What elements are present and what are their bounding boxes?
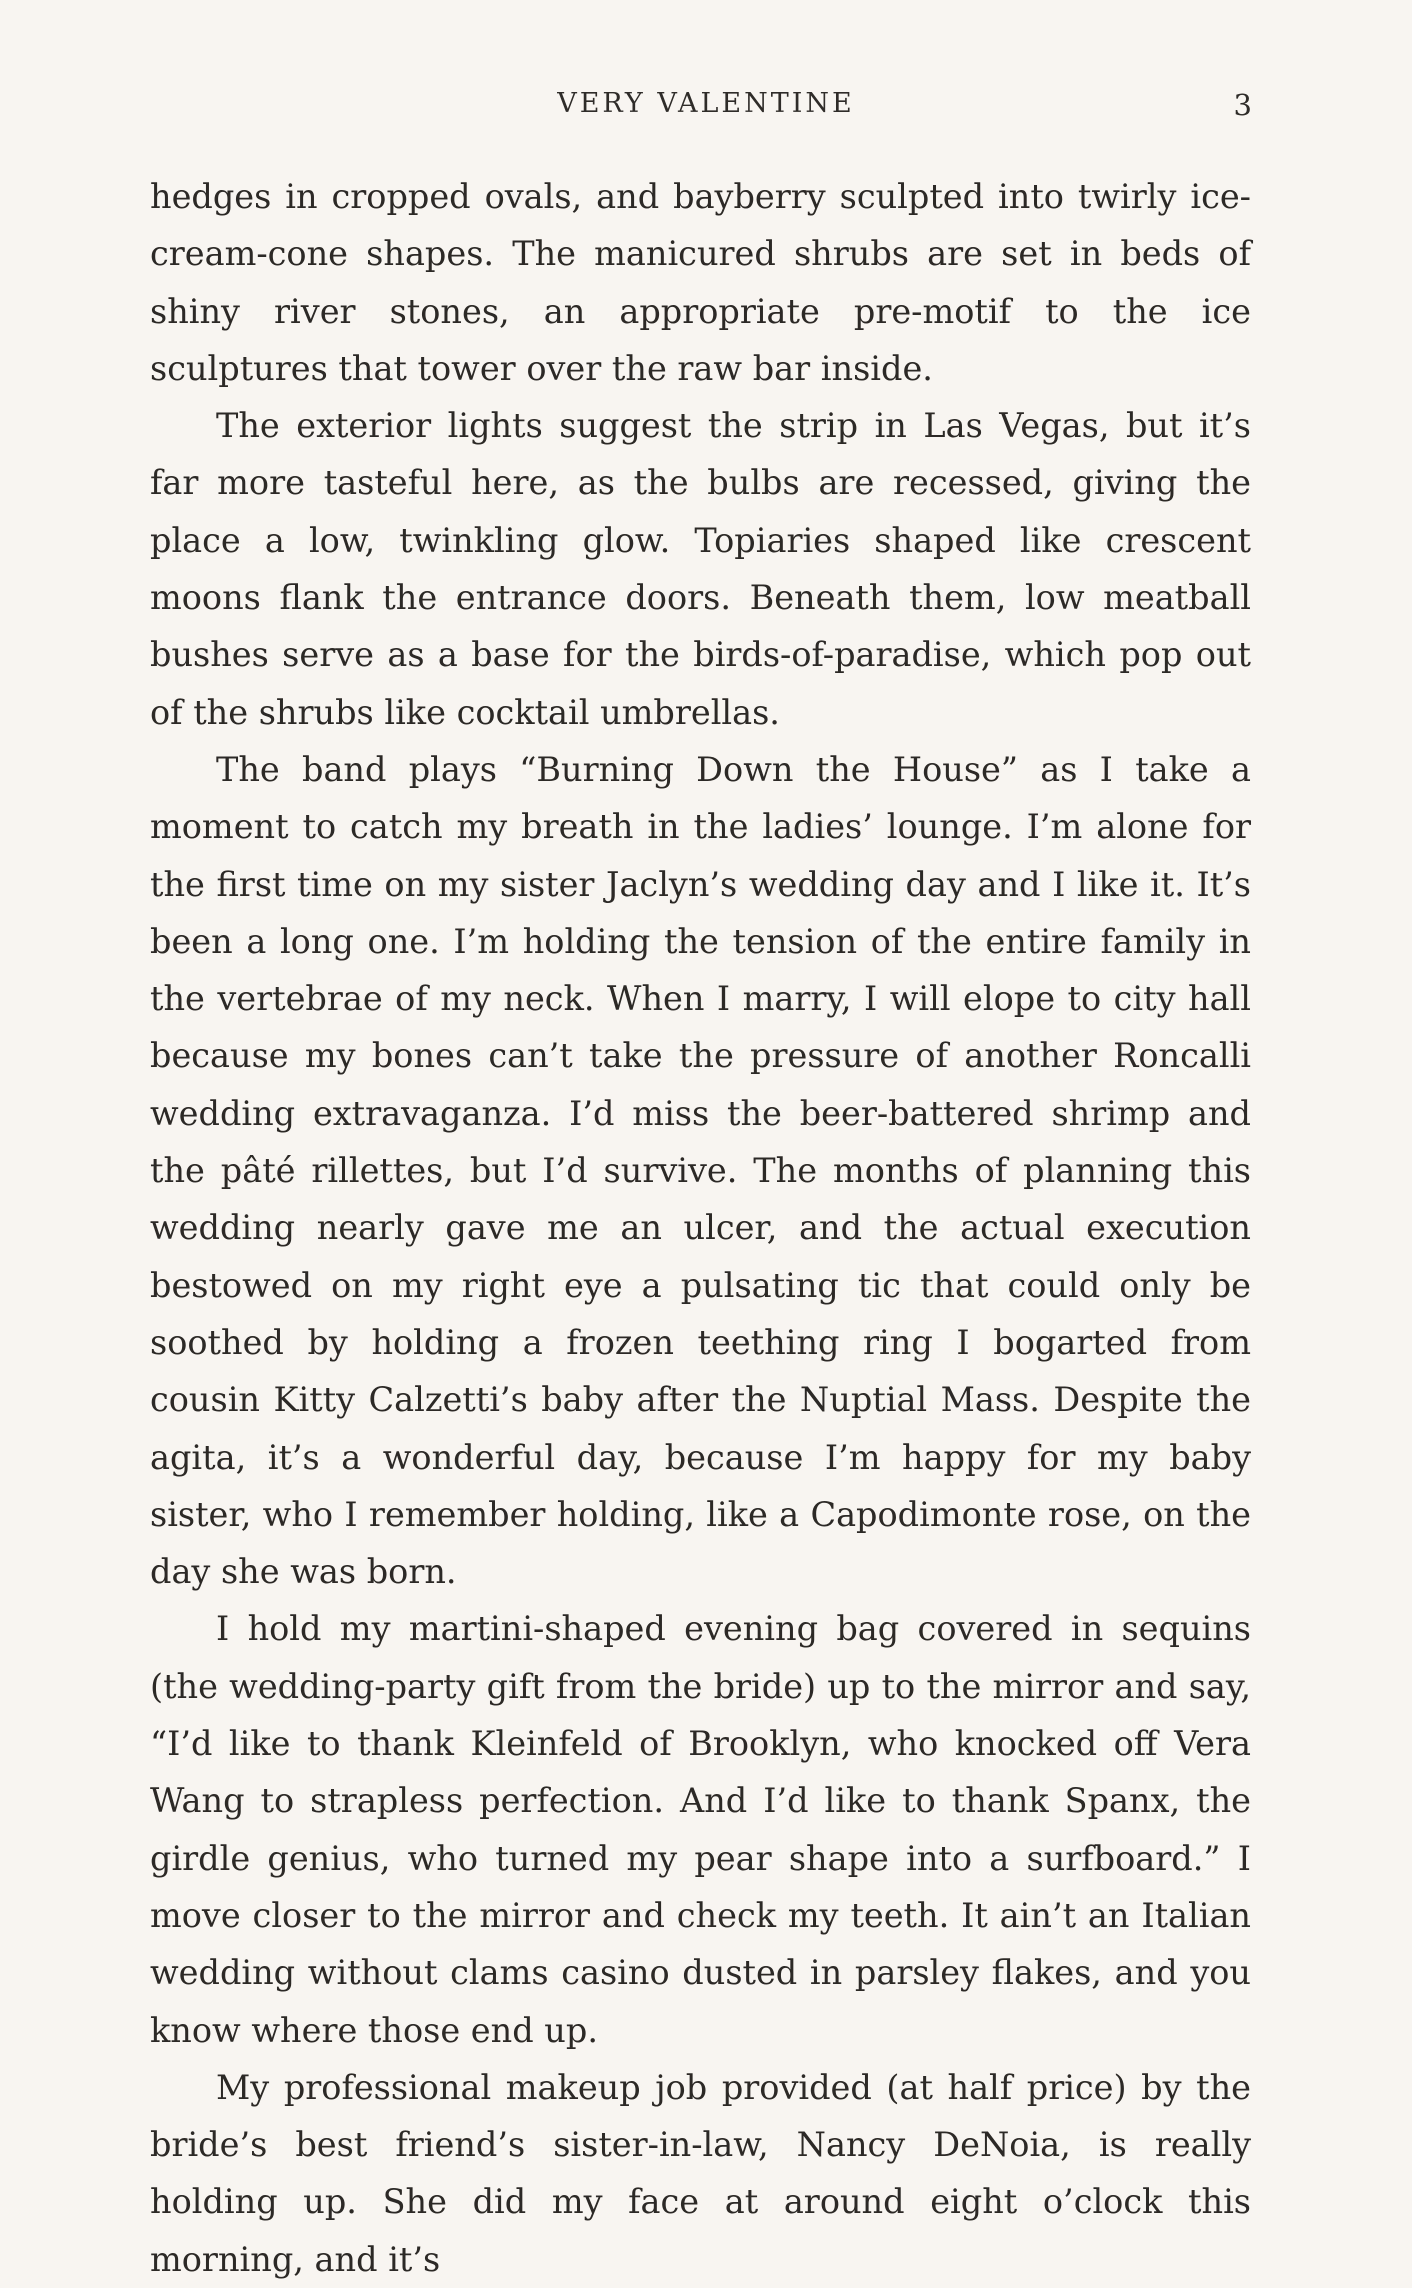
book-title: VERY VALENTINE xyxy=(557,88,855,119)
paragraph: The exterior lights suggest the strip in Las Vegas, but it’s far more tasteful here, as the bulbs are recessed, giving the place a low, twinkling glow. Topiaries shaped like crescent moons flank the entrance doors. Beneath them, low meatball bushes serve as a base for the birds-of-paradise, which pop out of the shrubs like cocktail umbrellas. xyxy=(150,406,1251,732)
paragraph: I hold my martini-shaped evening bag covered in sequins (the wedding-party gift from the bride) up to the mirror and say, “I’d like to thank Kleinfeld of Brooklyn, who knocked off Vera Wang to strapless perfection. And I’d like to thank Spanx, the girdle genius, who turned my pear shape into a surfboard.” I move closer to the mirror and check my teeth. It ain’t an Italian wedding without clams casino dusted in parsley flakes, and you know where those end up. xyxy=(150,1609,1251,2050)
body-text xyxy=(150,168,1251,2288)
paragraph-continued: hedges in cropped ovals, and bayberry sculpted into twirly ice-cream-cone shapes. The manicured shrubs are set in beds of shiny river stones, an appropriate pre-motif to the ice sculptures that tower over the raw bar inside. xyxy=(150,177,1251,388)
paragraph: The band plays “Burning Down the House” as I take a moment to catch my breath in the ladies’ lounge. I’m alone for the first time on my sister Jaclyn’s wedding day and I like it. It’s been a long one. I’m holding the tension of the entire family in the vertebrae of my neck. When I marry, I will elope to city hall because my bones can’t take the pressure of another Roncalli wedding extravaganza. I’d miss the beer-battered shrimp and the pâté rillettes, but I’d survive. The months of planning this wedding nearly gave me an ulcer, and the actual execution bestowed on my right eye a pulsating tic that could only be soothed by holding a frozen teething ring I bogarted from cousin Kitty Calzetti’s baby after the Nuptial Mass. Despite the agita, it’s a wonderful day, because I’m happy for my baby sister, who I remember holding, like a Capodimonte rose, on the day she was born. xyxy=(150,749,1251,1592)
page-number: 3 xyxy=(1233,88,1252,122)
paragraph: My professional makeup job provided (at half price) by the bride’s best friend’s sister-in-law, Nancy DeNoia, is really holding up. She did my face at around eight o’clock this morning, and it’s xyxy=(150,2067,1251,2279)
running-head xyxy=(0,88,1412,128)
